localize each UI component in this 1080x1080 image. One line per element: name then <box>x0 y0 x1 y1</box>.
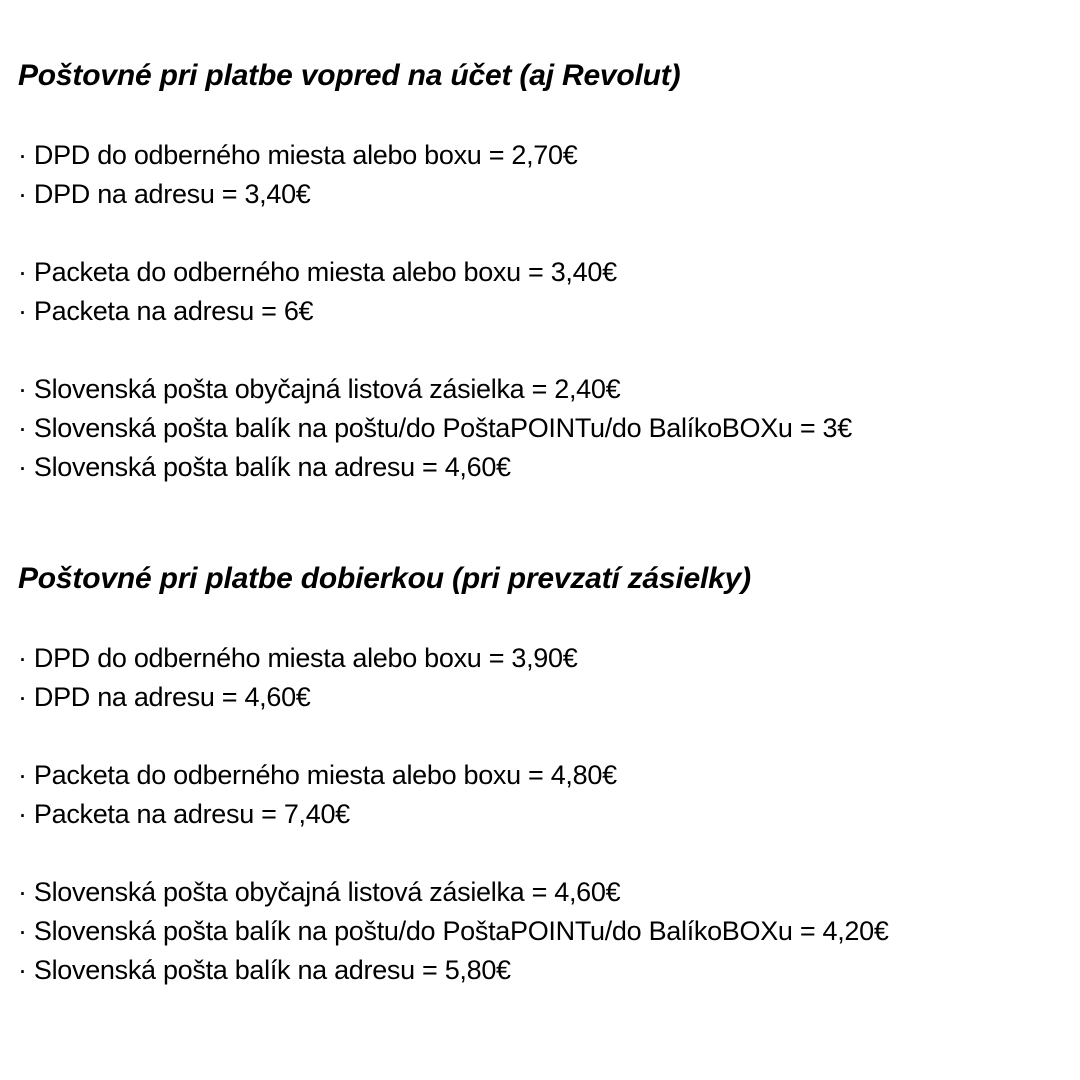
price-line: · Slovenská pošta obyčajná listová zásielka = 2,40€ <box>18 374 621 404</box>
price-line: · DPD do odberného miesta alebo boxu = 3,90€ <box>18 643 578 673</box>
price-line: · Packeta do odberného miesta alebo boxu = 4,80€ <box>18 760 617 790</box>
price-line: · Slovenská pošta balík na adresu = 4,60€ <box>18 452 511 482</box>
price-group-packeta <box>18 756 1060 834</box>
price-group-packeta <box>18 253 1060 331</box>
price-group-slovenska-posta <box>18 370 1060 487</box>
price-line: · Slovenská pošta obyčajná listová zásielka = 4,60€ <box>18 877 621 907</box>
price-line: · DPD na adresu = 3,40€ <box>18 179 311 209</box>
section-heading-cash-on-delivery: Poštovné pri platbe dobierkou (pri prevzatí zásielky) <box>18 562 751 595</box>
price-group-dpd <box>18 136 1060 214</box>
price-line: · Slovenská pošta balík na poštu/do PoštaPOINTu/do BalíkoBOXu = 3€ <box>18 413 852 443</box>
section-prepayment <box>18 58 1060 487</box>
price-group-slovenska-posta <box>18 873 1060 990</box>
section-cash-on-delivery <box>18 561 1060 990</box>
price-group-dpd <box>18 639 1060 717</box>
price-line: · Packeta na adresu = 7,40€ <box>18 799 350 829</box>
price-line: · Packeta do odberného miesta alebo boxu = 3,40€ <box>18 257 617 287</box>
price-line: · DPD na adresu = 4,60€ <box>18 682 311 712</box>
price-line: · Slovenská pošta balík na poštu/do PoštaPOINTu/do BalíkoBOXu = 4,20€ <box>18 916 889 946</box>
section-heading-prepayment: Poštovné pri platbe vopred na účet (aj Revolut) <box>18 59 681 92</box>
price-line: · DPD do odberného miesta alebo boxu = 2,70€ <box>18 140 578 170</box>
price-line: · Slovenská pošta balík na adresu = 5,80€ <box>18 955 511 985</box>
price-line: · Packeta na adresu = 6€ <box>18 296 314 326</box>
